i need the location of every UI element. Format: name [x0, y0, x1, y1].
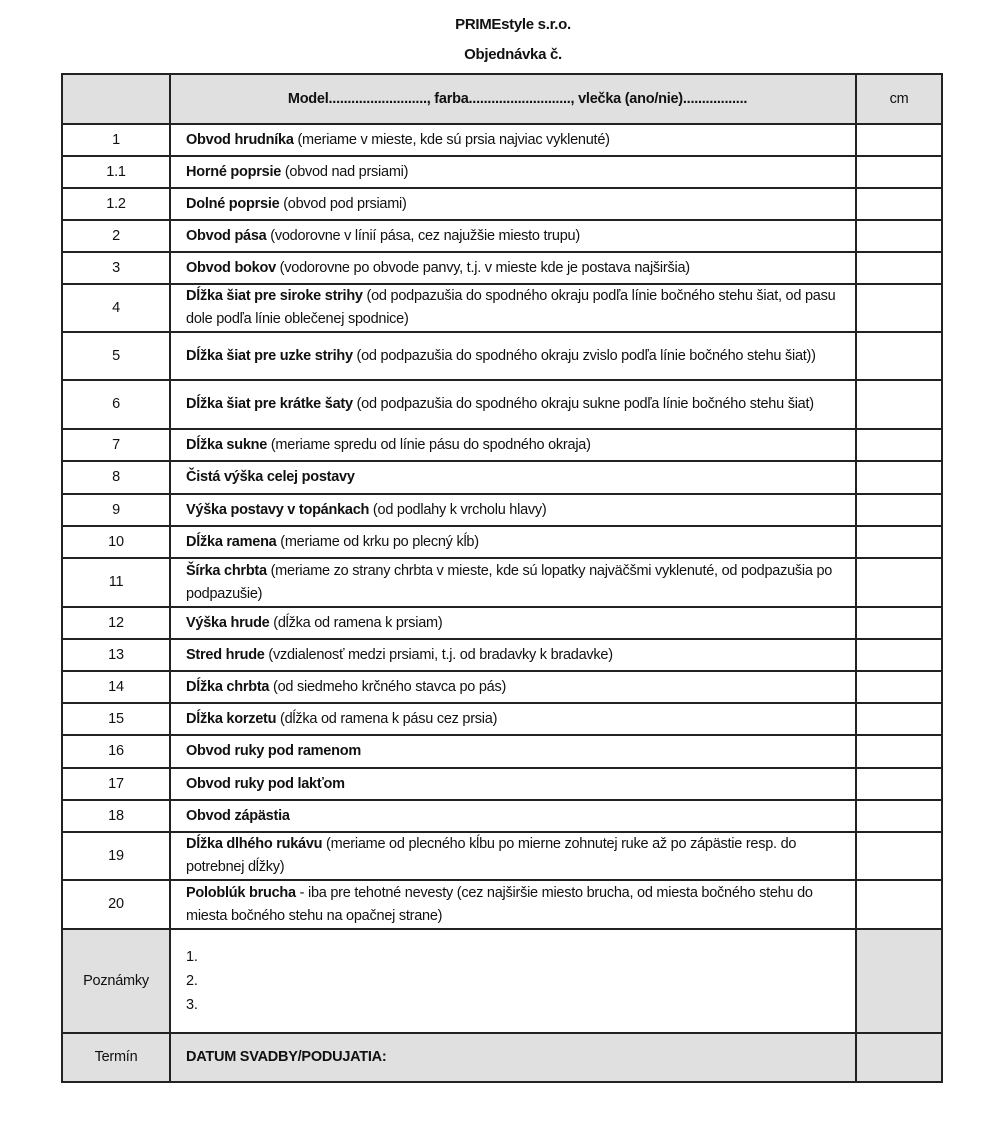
measurement-value-cell[interactable]	[856, 880, 942, 929]
table-row	[62, 429, 942, 461]
measurement-value-cell[interactable]	[856, 671, 942, 703]
measurement-hint: (meriame spredu od línie pásu do spodného okraja)	[267, 436, 591, 453]
table-row	[62, 188, 942, 220]
measurement-name: Obvod ruky pod ramenom	[186, 743, 361, 759]
measurement-hint: (vodorovne po obvode panvy, t.j. v mieste kde je postava najširšia)	[275, 259, 690, 276]
measurement-name: Obvod ruky pod lakťom	[186, 775, 345, 792]
row-description	[170, 639, 856, 671]
row-description	[170, 380, 856, 429]
row-number: 13	[62, 639, 170, 671]
measurement-hint: (od podpazušia do spodného okraju sukne podľa línie bočného stehu šiat)	[352, 396, 814, 412]
header-unit: cm	[856, 74, 942, 124]
measurement-value-cell[interactable]	[856, 639, 942, 671]
measurement-hint: (vzdialenosť medzi prsiami, t.j. od bradavky k bradavke)	[264, 646, 613, 663]
row-number: 1	[62, 124, 170, 156]
row-number: 8	[62, 461, 170, 494]
measurement-name: Horné poprsie	[186, 163, 282, 180]
company-name: PRIMEstyle s.r.o.	[455, 16, 571, 33]
measurement-value-cell[interactable]	[856, 703, 942, 735]
measurement-hint: - iba pre tehotné nevesty (cez najširšie miesto brucha, od miesta bočného stehu do miesta bočného stehu na opačnej strane)	[186, 884, 813, 924]
measurement-value-cell[interactable]	[856, 220, 942, 252]
table-row	[62, 703, 942, 735]
table-row	[62, 124, 942, 156]
measurement-name: Poloblúk brucha	[186, 884, 296, 901]
table-row	[62, 768, 942, 800]
table-row	[62, 332, 942, 380]
deadline-text[interactable]: DATUM SVADBY/PODUJATIA:	[170, 1033, 856, 1082]
measurement-value-cell[interactable]	[856, 735, 942, 768]
header-row	[62, 74, 942, 124]
row-number: 17	[62, 768, 170, 800]
row-description	[170, 880, 856, 929]
measurement-hint: (vodorovne v línií pása, cez najužšie miesto trupu)	[266, 227, 580, 244]
measurement-value-cell[interactable]	[856, 429, 942, 461]
notes-list	[186, 945, 849, 1017]
table-row	[62, 461, 942, 494]
measurement-name: Obvod zápästia	[186, 807, 290, 824]
row-number: 7	[62, 429, 170, 461]
measurement-value-cell[interactable]	[856, 156, 942, 188]
row-number: 1.2	[62, 188, 170, 220]
table-row	[62, 800, 942, 832]
measurement-hint: (dĺžka od ramena k pásu cez prsia)	[276, 710, 498, 727]
notes-value-cell	[856, 929, 942, 1033]
row-description	[170, 429, 856, 461]
table-row	[62, 735, 942, 768]
table-row	[62, 639, 942, 671]
measurement-value-cell[interactable]	[856, 558, 942, 607]
row-number: 9	[62, 494, 170, 526]
measurement-name: Dĺžka chrbta	[186, 678, 270, 695]
measurement-table	[61, 73, 943, 1083]
measurement-hint: (obvod nad prsiami)	[281, 163, 409, 180]
notes-item[interactable]: 1.	[186, 949, 198, 965]
measurement-name: Dĺžka sukne	[186, 436, 268, 453]
notes-label: Poznámky	[62, 929, 170, 1033]
table-row	[62, 494, 942, 526]
measurement-value-cell[interactable]	[856, 768, 942, 800]
measurement-name: Dĺžka ramena	[186, 533, 277, 550]
measurement-hint: (obvod pod prsiami)	[279, 195, 407, 212]
row-number: 6	[62, 380, 170, 429]
measurement-hint: (meriame od plecného kĺbu po mierne zohnutej ruke až po zápästie resp. do potrebnej dĺžky)	[186, 836, 797, 875]
measurement-name: Obvod pása	[186, 227, 267, 244]
measurement-hint: (meriame od krku po plecný kĺb)	[276, 533, 479, 550]
row-description	[170, 558, 856, 607]
measurement-name: Šírka chrbta	[186, 562, 267, 579]
measurement-hint: (od podpazušia do spodného okraju podľa línie bočného stehu šiat, od pasu dole podľa línie oblečenej spodnice)	[186, 288, 836, 327]
header-num-cell	[62, 74, 170, 124]
notes-cell[interactable]	[170, 929, 856, 1033]
row-description	[170, 703, 856, 735]
table-row	[62, 671, 942, 703]
measurement-value-cell[interactable]	[856, 607, 942, 639]
row-number: 20	[62, 880, 170, 929]
table-row	[62, 252, 942, 284]
row-number: 18	[62, 800, 170, 832]
measurement-name: Obvod bokov	[186, 259, 276, 276]
measurement-value-cell[interactable]	[856, 461, 942, 494]
row-description	[170, 220, 856, 252]
measurement-hint: (od siedmeho krčného stavca po pás)	[269, 678, 507, 695]
measurement-value-cell[interactable]	[856, 188, 942, 220]
row-number: 19	[62, 832, 170, 880]
row-description	[170, 607, 856, 639]
measurement-name: Dĺžka šiat pre siroke strihy	[186, 288, 363, 304]
table-row	[62, 880, 942, 929]
header-model-line[interactable]: Model.........................., farba..........................., vlečka (ano/nie).................	[170, 74, 856, 124]
notes-item[interactable]: 2.	[186, 973, 198, 989]
table-row	[62, 607, 942, 639]
measurement-value-cell[interactable]	[856, 832, 942, 880]
measurement-name: Dolné poprsie	[186, 195, 280, 212]
measurement-value-cell[interactable]	[856, 252, 942, 284]
measurement-hint: (od podpazušia do spodného okraju zvislo podľa línie bočného stehu šiat))	[352, 347, 816, 364]
measurement-name: Výška hrude	[186, 614, 270, 631]
measurement-hint: (meriame v mieste, kde sú prsia najviac vyklenuté)	[293, 131, 610, 148]
row-description	[170, 735, 856, 768]
table-row	[62, 380, 942, 429]
measurement-hint: (meriame zo strany chrbta v mieste, kde sú lopatky najväčšmi vyklenuté, od podpazušia po podpazušie)	[186, 562, 833, 602]
row-description	[170, 526, 856, 558]
row-number: 1.1	[62, 156, 170, 188]
deadline-value-cell	[856, 1033, 942, 1082]
table-row	[62, 558, 942, 607]
measurement-name: Dĺžka šiat pre krátke šaty	[186, 396, 353, 412]
table-row	[62, 156, 942, 188]
measurement-name: Výška postavy v topánkach	[186, 501, 370, 518]
row-number: 5	[62, 332, 170, 380]
row-number: 11	[62, 558, 170, 607]
row-description	[170, 124, 856, 156]
row-number: 2	[62, 220, 170, 252]
deadline-label: Termín	[62, 1033, 170, 1082]
measurement-name: Dĺžka dlhého rukávu	[186, 836, 323, 852]
row-description	[170, 832, 856, 880]
notes-item[interactable]: 3.	[186, 997, 198, 1013]
row-description	[170, 768, 856, 800]
row-description	[170, 252, 856, 284]
measurement-name: Stred hrude	[186, 646, 265, 663]
row-number: 3	[62, 252, 170, 284]
measurement-value-cell[interactable]	[856, 526, 942, 558]
row-description	[170, 671, 856, 703]
order-title: Objednávka č.	[464, 46, 562, 63]
measurement-value-cell[interactable]	[856, 494, 942, 526]
row-number: 14	[62, 671, 170, 703]
row-description	[170, 156, 856, 188]
measurement-name: Čistá výška celej postavy	[186, 469, 355, 485]
table-row	[62, 220, 942, 252]
row-number: 16	[62, 735, 170, 768]
measurement-hint: (od podlahy k vrcholu hlavy)	[369, 501, 547, 518]
measurement-value-cell[interactable]	[856, 800, 942, 832]
measurement-name: Dĺžka šiat pre uzke strihy	[186, 347, 353, 364]
row-number: 15	[62, 703, 170, 735]
measurement-value-cell[interactable]	[856, 124, 942, 156]
notes-row	[62, 929, 942, 1033]
row-description	[170, 494, 856, 526]
row-number: 4	[62, 284, 170, 332]
row-number: 12	[62, 607, 170, 639]
deadline-row	[62, 1033, 942, 1082]
measurement-value-cell[interactable]	[856, 332, 942, 380]
measurement-name: Dĺžka korzetu	[186, 710, 277, 727]
measurement-name: Obvod hrudníka	[186, 131, 294, 148]
table-row	[62, 526, 942, 558]
row-description	[170, 188, 856, 220]
row-description	[170, 800, 856, 832]
row-description	[170, 332, 856, 380]
measurement-value-cell[interactable]	[856, 380, 942, 429]
table-row	[62, 832, 942, 880]
row-number: 10	[62, 526, 170, 558]
table-row	[62, 284, 942, 332]
row-description	[170, 461, 856, 494]
measurement-value-cell[interactable]	[856, 284, 942, 332]
measurement-hint: (dĺžka od ramena k prsiam)	[269, 614, 443, 631]
row-description	[170, 284, 856, 332]
